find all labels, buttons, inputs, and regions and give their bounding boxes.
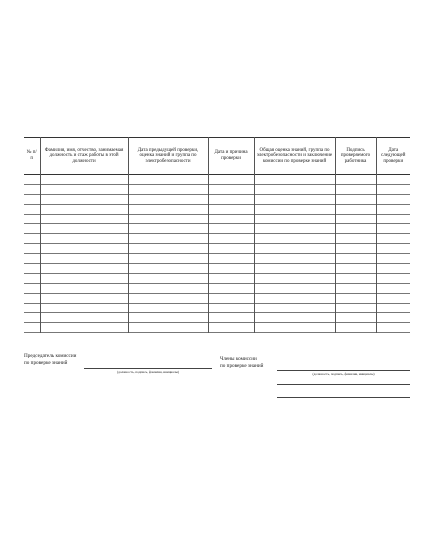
member-signature-line-2[interactable] bbox=[277, 384, 410, 385]
table-cell[interactable] bbox=[335, 264, 376, 274]
table-cell[interactable] bbox=[24, 194, 40, 204]
table-row bbox=[24, 184, 410, 194]
table-cell[interactable] bbox=[376, 293, 410, 303]
table-cell[interactable] bbox=[208, 303, 254, 313]
table-cell[interactable] bbox=[208, 194, 254, 204]
table-cell[interactable] bbox=[24, 224, 40, 234]
chairman-label-line2: по проверке знаний bbox=[24, 360, 68, 366]
header-full-name-position: Фамилия, имя, отчество, занимаемая должность и стаж работы в этой должности bbox=[40, 138, 128, 175]
table-cell[interactable] bbox=[376, 283, 410, 293]
table-cell[interactable] bbox=[376, 303, 410, 313]
table-cell[interactable] bbox=[254, 234, 335, 244]
table-cell[interactable] bbox=[335, 303, 376, 313]
table-row bbox=[24, 194, 410, 204]
table-cell[interactable] bbox=[40, 254, 128, 264]
table-cell[interactable] bbox=[376, 184, 410, 194]
table-cell[interactable] bbox=[40, 313, 128, 323]
table-cell[interactable] bbox=[40, 175, 128, 185]
table-cell[interactable] bbox=[24, 175, 40, 185]
table-cell[interactable] bbox=[376, 204, 410, 214]
table-cell[interactable] bbox=[24, 303, 40, 313]
members-label-line1: Члены комиссии bbox=[220, 356, 257, 362]
table-cell[interactable] bbox=[335, 204, 376, 214]
table-cell[interactable] bbox=[208, 313, 254, 323]
member-signature-note: (должность, подпись, фамилия, инициалы) bbox=[312, 372, 375, 376]
table-cell[interactable] bbox=[24, 184, 40, 194]
table-cell[interactable] bbox=[335, 244, 376, 254]
table-row bbox=[24, 204, 410, 214]
table-cell[interactable] bbox=[254, 214, 335, 224]
table-cell[interactable] bbox=[335, 254, 376, 264]
table-cell[interactable] bbox=[335, 283, 376, 293]
table-cell[interactable] bbox=[24, 214, 40, 224]
table-cell[interactable] bbox=[254, 184, 335, 194]
table-cell[interactable] bbox=[128, 224, 208, 234]
table-cell[interactable] bbox=[208, 204, 254, 214]
table-cell[interactable] bbox=[254, 323, 335, 333]
header-overall-assessment: Общая оценка знаний, группа по электробезопасности и заключение комиссии по проверке знаний bbox=[254, 138, 335, 175]
table-row bbox=[24, 303, 410, 313]
table-cell[interactable] bbox=[376, 254, 410, 264]
table-row bbox=[24, 293, 410, 303]
header-next-check-date: Дата следующей проверки bbox=[376, 138, 410, 175]
header-worker-signature: Подпись проверяемого работника bbox=[335, 138, 376, 175]
table-cell[interactable] bbox=[335, 214, 376, 224]
table-cell[interactable] bbox=[128, 204, 208, 214]
table-cell[interactable] bbox=[40, 234, 128, 244]
table-cell[interactable] bbox=[24, 244, 40, 254]
table-cell[interactable] bbox=[40, 283, 128, 293]
table-cell[interactable] bbox=[128, 283, 208, 293]
table-row bbox=[24, 254, 410, 264]
table-cell[interactable] bbox=[254, 204, 335, 214]
table-cell[interactable] bbox=[128, 244, 208, 254]
table-cell[interactable] bbox=[335, 273, 376, 283]
table-body bbox=[24, 175, 410, 333]
table-cell[interactable] bbox=[128, 313, 208, 323]
table-cell[interactable] bbox=[335, 323, 376, 333]
table-cell[interactable] bbox=[128, 303, 208, 313]
table-cell[interactable] bbox=[128, 273, 208, 283]
table-cell[interactable] bbox=[24, 254, 40, 264]
table-cell[interactable] bbox=[335, 313, 376, 323]
table-cell[interactable] bbox=[208, 214, 254, 224]
table-cell[interactable] bbox=[376, 175, 410, 185]
table-row bbox=[24, 175, 410, 185]
table-cell[interactable] bbox=[40, 184, 128, 194]
table-cell[interactable] bbox=[208, 234, 254, 244]
table-cell[interactable] bbox=[208, 273, 254, 283]
chairman-signature-line[interactable] bbox=[84, 368, 212, 369]
header-previous-check: Дата предыдущей проверки, оценка знаний и группа по электробезопасности bbox=[128, 138, 208, 175]
member-signature-line-3[interactable] bbox=[277, 397, 410, 398]
members-label-line2: по проверке знаний bbox=[220, 363, 264, 369]
table-cell[interactable] bbox=[208, 283, 254, 293]
table-cell[interactable] bbox=[208, 254, 254, 264]
table-cell[interactable] bbox=[376, 224, 410, 234]
table-header-row bbox=[24, 138, 410, 175]
table-cell[interactable] bbox=[376, 234, 410, 244]
table-cell[interactable] bbox=[128, 184, 208, 194]
table-cell[interactable] bbox=[335, 224, 376, 234]
table-cell[interactable] bbox=[40, 323, 128, 333]
table-row bbox=[24, 323, 410, 333]
table-cell[interactable] bbox=[254, 175, 335, 185]
table-cell[interactable] bbox=[376, 323, 410, 333]
table-row bbox=[24, 283, 410, 293]
table-cell[interactable] bbox=[208, 224, 254, 234]
table-cell[interactable] bbox=[128, 264, 208, 274]
table-cell[interactable] bbox=[208, 264, 254, 274]
table-cell[interactable] bbox=[24, 323, 40, 333]
header-check-date-reason: Дата и причина проверки bbox=[208, 138, 254, 175]
table-cell[interactable] bbox=[40, 293, 128, 303]
member-signature-line-1[interactable] bbox=[277, 370, 410, 371]
table-cell[interactable] bbox=[128, 214, 208, 224]
table-row bbox=[24, 313, 410, 323]
table-cell[interactable] bbox=[24, 264, 40, 274]
table-cell[interactable] bbox=[335, 234, 376, 244]
table-row bbox=[24, 264, 410, 274]
table-cell[interactable] bbox=[254, 283, 335, 293]
table-cell[interactable] bbox=[254, 293, 335, 303]
table-cell[interactable] bbox=[40, 264, 128, 274]
table-cell[interactable] bbox=[335, 175, 376, 185]
table-cell[interactable] bbox=[24, 273, 40, 283]
table-cell[interactable] bbox=[24, 283, 40, 293]
table-cell[interactable] bbox=[128, 234, 208, 244]
table-cell[interactable] bbox=[335, 293, 376, 303]
table-cell[interactable] bbox=[128, 293, 208, 303]
table-cell[interactable] bbox=[40, 224, 128, 234]
table-row bbox=[24, 273, 410, 283]
table-cell[interactable] bbox=[254, 264, 335, 274]
table-cell[interactable] bbox=[40, 204, 128, 214]
table-cell[interactable] bbox=[254, 273, 335, 283]
table-cell[interactable] bbox=[208, 244, 254, 254]
header-number: № п/п bbox=[24, 138, 40, 175]
table-cell[interactable] bbox=[40, 214, 128, 224]
table-cell[interactable] bbox=[208, 293, 254, 303]
table-cell[interactable] bbox=[376, 273, 410, 283]
table-cell[interactable] bbox=[335, 194, 376, 204]
table-cell[interactable] bbox=[254, 244, 335, 254]
table-cell[interactable] bbox=[128, 175, 208, 185]
table-cell[interactable] bbox=[254, 313, 335, 323]
table-cell[interactable] bbox=[128, 323, 208, 333]
table-cell[interactable] bbox=[376, 313, 410, 323]
table-cell[interactable] bbox=[254, 224, 335, 234]
table-cell[interactable] bbox=[24, 293, 40, 303]
table-cell[interactable] bbox=[254, 303, 335, 313]
table-cell[interactable] bbox=[376, 264, 410, 274]
journal-table bbox=[24, 137, 410, 333]
table-cell[interactable] bbox=[24, 313, 40, 323]
table-cell[interactable] bbox=[24, 234, 40, 244]
table-cell[interactable] bbox=[376, 194, 410, 204]
table-row bbox=[24, 234, 410, 244]
table-row bbox=[24, 244, 410, 254]
table-cell[interactable] bbox=[208, 184, 254, 194]
table-cell[interactable] bbox=[208, 175, 254, 185]
table-cell[interactable] bbox=[376, 244, 410, 254]
table-cell[interactable] bbox=[24, 204, 40, 214]
table-row bbox=[24, 224, 410, 234]
table-cell[interactable] bbox=[40, 244, 128, 254]
table-cell[interactable] bbox=[40, 273, 128, 283]
table-cell[interactable] bbox=[376, 214, 410, 224]
table-cell[interactable] bbox=[208, 323, 254, 333]
chairman-label-line1: Председатель комиссии bbox=[24, 353, 77, 359]
table-cell[interactable] bbox=[335, 184, 376, 194]
table-cell[interactable] bbox=[128, 254, 208, 264]
table-cell[interactable] bbox=[40, 303, 128, 313]
table-cell[interactable] bbox=[128, 194, 208, 204]
table-cell[interactable] bbox=[254, 194, 335, 204]
chairman-signature-note: (должность, подпись, фамилия, инициалы) bbox=[116, 370, 179, 374]
table-cell[interactable] bbox=[40, 194, 128, 204]
table-cell[interactable] bbox=[254, 254, 335, 264]
table-row bbox=[24, 214, 410, 224]
